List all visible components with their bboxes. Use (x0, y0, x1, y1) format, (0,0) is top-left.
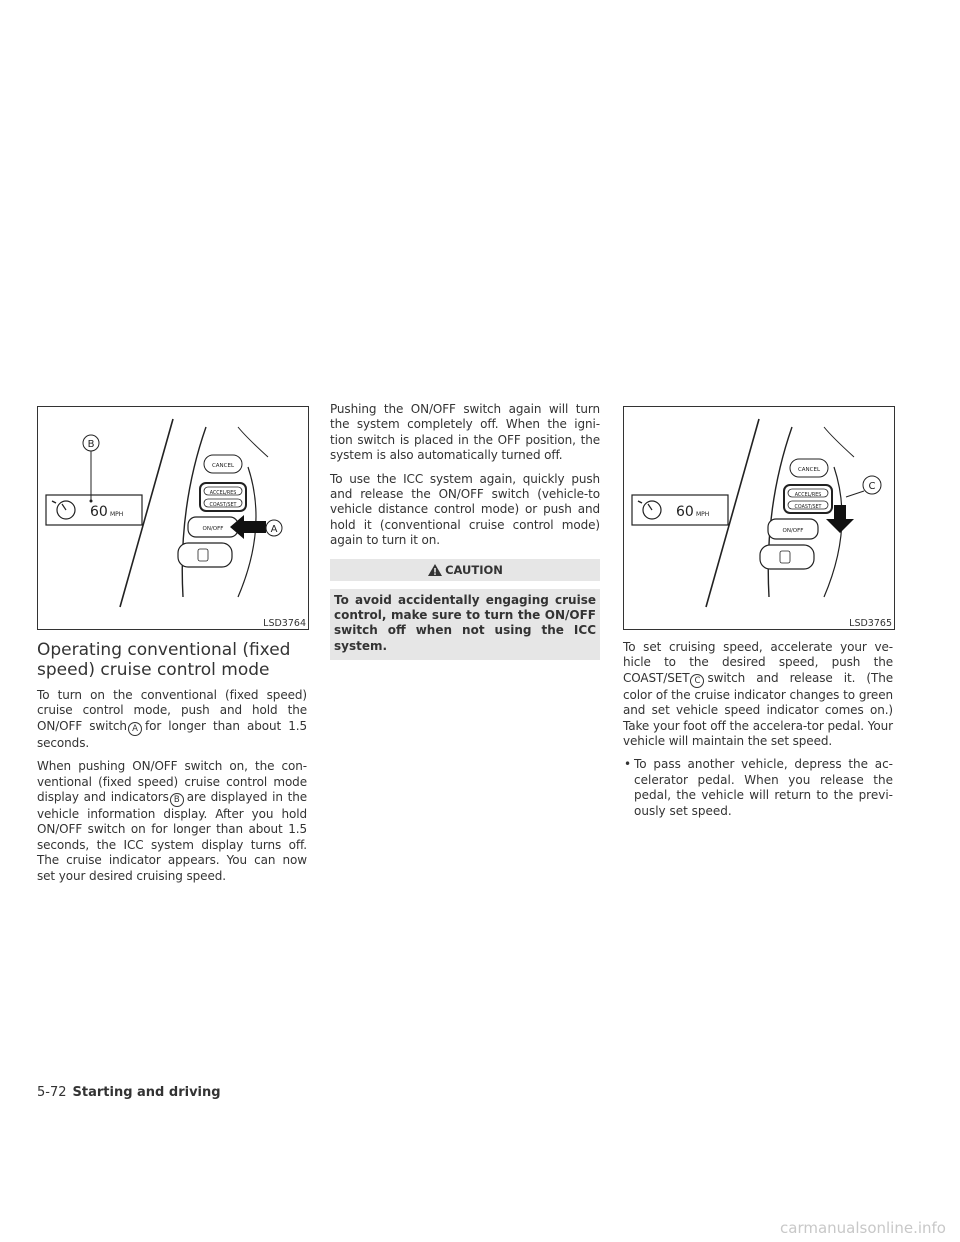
figure-onoff-switch (37, 406, 309, 630)
figure-coast-set-switch (623, 406, 895, 630)
cancel-button-label: CANCEL (211, 463, 235, 469)
accel-res-label: ACCEL/RES (209, 491, 237, 496)
onoff-button-label-2: ON/OFF (782, 528, 804, 534)
column-right (623, 406, 893, 819)
steering-switch-illustration (38, 407, 308, 629)
figure-code: LSD3764 (263, 618, 306, 629)
watermark: carmanualsonline.info (780, 1219, 946, 1237)
caution-text: To avoid accidentally engaging cruise control, make sure to turn the ON/OFF switch off when not using the ICC system. (330, 589, 600, 661)
accel-res-label-2: ACCEL/RES (794, 493, 822, 498)
steering-switch-illustration-2 (624, 407, 894, 629)
paragraph-set-speed: To set cruising speed, accelerate your ve-hicle to the desired speed, push the COAST/SET C switch and release it. (The color of the cruise indicator changes to green and set vehicle speed indicator comes on.) Take your foot off the accelera-tor pedal. Your vehicle will maintain the set speed. (623, 640, 893, 749)
bullet-list (623, 757, 893, 819)
onoff-button-label: ON/OFF (202, 526, 224, 532)
paragraph-display: When pushing ON/OFF switch on, the con-ventional (fixed speed) cruise control mode display and indicators B are displayed in the vehicle information display. After you hold ON/OFF switch on for longer than about 1.5 seconds, the ICC system display turns off. The cruise indicator appears. You can now set your desired cruising speed. (37, 759, 307, 883)
marker-a: A (128, 722, 142, 736)
bullet-pass-vehicle: • To pass another vehicle, depress the ac-celerator pedal. When you release the pedal, the vehicle will return to the previ-ously set speed. (623, 757, 893, 819)
paragraph-turn-off: Pushing the ON/OFF switch again will turn the system completely off. When the igni-tion switch is placed in the OFF position, the system is also automatically turned off. (330, 402, 600, 463)
speed-unit: MPH (110, 511, 124, 518)
section-heading: Operating conventional (fixed speed) cruise control mode (37, 640, 291, 680)
speed-value: 60 (90, 504, 108, 520)
callout-c: C (868, 481, 876, 492)
page-number: 5-72 (37, 1085, 67, 1100)
marker-c: C (690, 674, 704, 688)
section-name: Starting and driving (72, 1085, 221, 1100)
figure-code-2: LSD3765 (849, 618, 892, 629)
paragraph-reuse: To use the ICC system again, quickly push and release the ON/OFF switch (vehicle-to vehicle distance control mode) or push and hold it (conventional cruise control mode) again to turn it on. (330, 471, 600, 548)
callout-a: A (270, 524, 278, 535)
marker-b: B (170, 793, 184, 807)
coast-set-label-2: COAST/SET (794, 505, 822, 510)
column-left (37, 406, 307, 892)
callout-b: B (87, 439, 95, 450)
warning-icon (427, 563, 443, 577)
paragraph-turn-on: To turn on the conventional (fixed speed) cruise control mode, push and hold the ON/OFF switch A for longer than about 1.5 seconds. (37, 688, 308, 750)
speed-value-2: 60 (676, 504, 694, 520)
column-middle (330, 402, 600, 660)
coast-set-label: COAST/SET (209, 503, 237, 508)
caution-title: CAUTION (445, 562, 503, 577)
caution-header (330, 559, 600, 581)
page-footer (37, 1085, 221, 1100)
speed-unit-2: MPH (696, 511, 710, 518)
cancel-button-label-2: CANCEL (797, 467, 821, 473)
